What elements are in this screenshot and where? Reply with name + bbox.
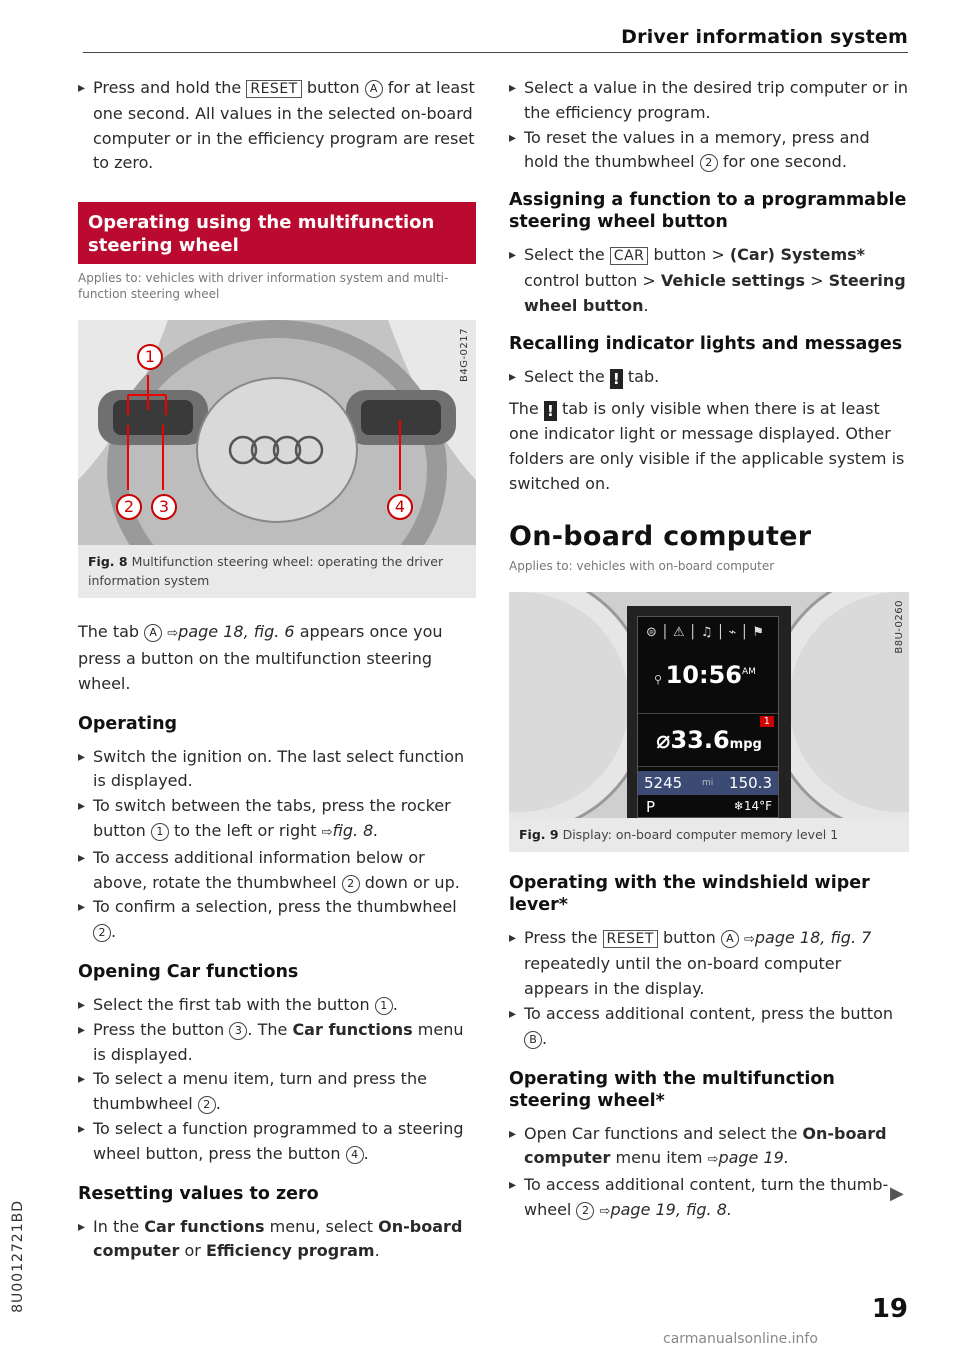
heading-msw-operation: Operating with the multifunction steering wheel* (509, 1068, 835, 1111)
list-item: ▸ To access additional content, turn the thumb-wheel 2 ⇨page 19, fig. 8. (509, 1173, 909, 1225)
list-item: ▸ To access additional content, press the button B . (509, 1002, 909, 1052)
heading-resetting-values: Resetting values to zero (78, 1183, 319, 1204)
list-item: ▸ Press the button 3 . The Car functions menu is displayed. (78, 1018, 476, 1068)
callout-1: 1 (375, 997, 393, 1015)
figure-8 (78, 320, 476, 545)
reset-instruction: ▸ Press and hold the RESET button A for at least one second. All values in the selected on-board computer or in the efficiency program are reset to zero. (78, 76, 476, 176)
continue-arrow-icon: ▶ (890, 1183, 904, 1204)
callout-2: 2 (93, 924, 111, 942)
watermark: carmanualsonline.info (663, 1331, 818, 1347)
memory-badge: 1 (760, 716, 774, 727)
arrow-right-icon: ⇨ (707, 1152, 719, 1168)
list-item: ▸ Switch the ignition on. The last select function is displayed. (78, 745, 476, 795)
xref[interactable]: page 18, fig. 7 (754, 927, 872, 947)
callout-4: 4 (387, 494, 413, 520)
side-document-code: 8U0012721BD (10, 1200, 26, 1313)
figure-9-caption: Fig. 9 Display: on-board computer memory level 1 (509, 818, 909, 852)
callout-3: 3 (229, 1022, 247, 1040)
list-item: ▸ In the Car functions menu, select On-board computer or Efficiency program. (78, 1215, 476, 1265)
header-rule (83, 52, 908, 53)
display-tab-bar: ⊜ │ ⚠ │ ♫ │ ⌁ │ ⚑ (646, 624, 765, 640)
callout-4: 4 (346, 1146, 364, 1164)
callout-2: 2 (700, 154, 718, 172)
recall-paragraph: The ! tab is only visible when there is at least one indicator light or message displayed. Other folders are only visible if the applicable system is switched on. (509, 399, 905, 493)
xref[interactable]: fig. 8. (332, 820, 379, 840)
figure-code: B8U-0260 (894, 599, 905, 654)
page-number: 19 (871, 1294, 908, 1324)
heading-on-board-computer: On-board computer (509, 520, 812, 552)
callout-a: A (365, 80, 383, 98)
arrow-right-icon: ⇨ (599, 1203, 611, 1219)
heading-operating: Operating (78, 713, 178, 734)
callout-2: 2 (342, 875, 360, 893)
list-item: ▸ To select a menu item, turn and press the thumbwheel 2 . (78, 1067, 476, 1117)
section-banner: Operating using the multifunction steering wheel (78, 202, 476, 264)
page-header-title: Driver information system (621, 26, 908, 48)
on-board-display (637, 616, 779, 818)
figure-code: B4G-0217 (459, 328, 470, 383)
figure-9 (509, 592, 909, 818)
reset-key: RESET (246, 80, 301, 98)
figure-8-caption: Fig. 8 Multifunction steering wheel: operating the driver information system (78, 545, 476, 598)
right-column (509, 76, 909, 1225)
xref[interactable]: page 19. (718, 1148, 789, 1168)
warning-tab-icon: ! (544, 401, 557, 421)
car-key: CAR (610, 247, 649, 265)
arrow-right-icon: ⇨ (743, 931, 755, 947)
list-item: ▸ Select the first tab with the button 1 . (78, 993, 476, 1018)
callout-2: 2 (116, 494, 142, 520)
reset-key: RESET (603, 930, 658, 948)
callout-2: 2 (198, 1096, 216, 1114)
status-row: P ❄14°F (646, 797, 772, 816)
heading-wiper-lever: Operating with the windshield wiper lever* (509, 872, 870, 915)
heading-opening-car-functions: Opening Car functions (78, 961, 299, 982)
list-item: ▸ To access additional information below or above, rotate the thumbwheel 2 down or up. (78, 846, 476, 896)
callout-2: 2 (576, 1202, 594, 1220)
list-item: ▸ Select the CAR button > (Car) Systems* control button > Vehicle settings > Steering wheel button. (509, 243, 909, 318)
list-item: ▸ Press the RESET button A ⇨page 18, fig. 7 repeatedly until the on-board computer appears in the display. (509, 926, 909, 1002)
list-item: ▸ To select a function programmed to a steering wheel button, press the button 4 . (78, 1117, 476, 1167)
heading-recalling-indicators: Recalling indicator lights and messages (509, 333, 903, 354)
heading-assigning-function: Assigning a function to a programmable steering wheel button (509, 190, 907, 233)
clock: ⚲ $10:56^{AM}$ (654, 660, 756, 689)
odometer-row: 5245 mi 150.3 (638, 771, 778, 795)
callout-3: 3 (151, 494, 177, 520)
callout-a: A (144, 624, 162, 642)
warning-tab-icon: ! (610, 369, 623, 389)
list-item: ▸ Select the ! tab. (509, 365, 909, 390)
applies-to: Applies to: vehicles with on-board computer (509, 558, 775, 573)
applies-to: Applies to: vehicles with driver information system and multi-function steering wheel (78, 271, 449, 302)
callout-1: 1 (151, 823, 169, 841)
arrow-right-icon: ⇨ (321, 824, 333, 840)
left-column (78, 76, 476, 1264)
callout-1: 1 (137, 344, 163, 370)
list-item: ▸ To switch between the tabs, press the rocker button 1 to the left or right ⇨fig. 8. (78, 794, 476, 846)
xref[interactable]: page 18, fig. 6 (178, 622, 295, 642)
xref[interactable]: page 19, fig. 8. (610, 1199, 732, 1219)
tab-paragraph: The tab A ⇨page 18, fig. 6 appears once you press a button on the multifunction steering wheel. (78, 622, 443, 693)
arrow-right-icon: ⇨ (167, 626, 179, 642)
list-item: ▸ To confirm a selection, press the thumbwheel 2 . (78, 895, 476, 945)
avg-consumption-row: 1 ⌀33.6mpg (638, 713, 778, 767)
list-item: ▸ Open Car functions and select the On-board computer menu item ⇨page 19. (509, 1122, 909, 1174)
list-item: ▸ Select a value in the desired trip computer or in the efficiency program. (509, 76, 909, 126)
callout-a: A (721, 930, 739, 948)
list-item: ▸ To reset the values in a memory, press and hold the thumbwheel 2 for one second. (509, 126, 909, 176)
callout-b: B (524, 1031, 542, 1049)
